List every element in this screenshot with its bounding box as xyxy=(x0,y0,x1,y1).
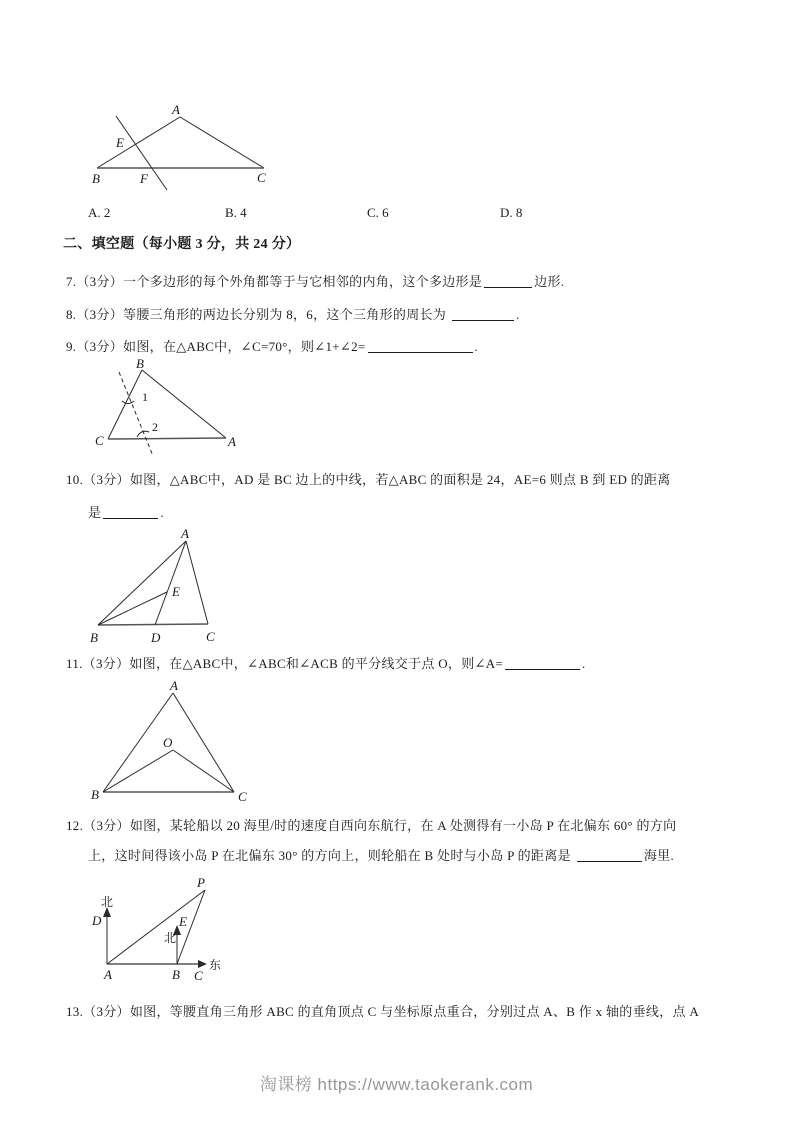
figure-q10-triangle xyxy=(85,526,230,646)
figure-q9-triangle xyxy=(75,355,255,463)
east-arrowhead xyxy=(198,960,207,968)
label-a: A xyxy=(170,678,178,693)
q8-blank xyxy=(452,307,514,321)
question-10-line1: 10.（3分）如图，△ABC中，AD 是 BC 边上的中线，若△ABC 的面积是 24，AE=6 则点 B 到 ED 的距离 xyxy=(66,472,671,487)
q8-text: 8.（3分）等腰三角形的两边长分别为 8，6，这个三角形的周长为 xyxy=(66,307,447,322)
question-9 xyxy=(66,338,478,355)
label-e: E xyxy=(179,914,187,929)
label-o: O xyxy=(163,735,173,750)
question-13-line1: 13.（3分）如图，等腰直角三角形 ABC 的直角顶点 C 与坐标原点重合，分别过点 A、B 作 x 轴的垂线，点 A xyxy=(66,1004,700,1019)
label-d: D xyxy=(151,630,161,645)
label-b: B xyxy=(136,356,144,371)
question-12-line1: 12.（3分）如图，某轮船以 20 海里/时的速度自西向东航行，在 A 处测得有一小岛 P 在北偏东 60° 的方向 xyxy=(66,818,677,833)
q11-suffix: . xyxy=(582,656,586,671)
figure-q6-triangle xyxy=(80,92,315,207)
q9-blank xyxy=(368,339,473,353)
label-c: C xyxy=(95,433,104,448)
question-10-line2 xyxy=(88,504,164,521)
label-b: B xyxy=(92,171,100,186)
q7-suffix: 边形. xyxy=(534,274,565,289)
q6-option-b: B. 4 xyxy=(225,205,247,220)
label-e: E xyxy=(116,135,124,150)
question-8 xyxy=(66,306,520,323)
label-angle1: 1 xyxy=(142,390,148,404)
label-b: B xyxy=(91,787,99,802)
label-east: 东 xyxy=(209,958,222,972)
label-f: F xyxy=(140,171,148,186)
label-d: D xyxy=(92,913,102,928)
q7-blank xyxy=(484,274,532,288)
label-a: A xyxy=(104,967,112,982)
q7-text: 7.（3分）一个多边形的每个外角都等于与它相邻的内角，这个多边形是 xyxy=(66,274,483,289)
label-a: A xyxy=(228,434,236,449)
q10-blank xyxy=(103,505,158,519)
label-angle2: 2 xyxy=(152,420,158,434)
q11-text: 11.（3分）如图，在△ABC中，∠ABC和∠ACB 的平分线交于点 O，则∠A= xyxy=(66,656,504,671)
label-north-b: 北 xyxy=(164,931,177,945)
label-a: A xyxy=(172,102,180,117)
question-12-line2 xyxy=(88,847,674,864)
q10-suffix: . xyxy=(160,505,164,520)
q10-text: 是 xyxy=(88,505,102,520)
q9-suffix: . xyxy=(474,339,479,354)
question-7 xyxy=(66,273,564,290)
section2-heading: 二、填空题（每小题 3 分，共 24 分） xyxy=(63,237,301,252)
label-c: C xyxy=(238,789,247,804)
label-a: A xyxy=(181,526,189,541)
q11-blank xyxy=(505,656,580,670)
label-b: B xyxy=(90,630,98,645)
label-c: C xyxy=(206,629,215,644)
q6-option-c: C. 6 xyxy=(367,205,389,220)
figure-q11-triangle xyxy=(90,680,255,805)
label-e: E xyxy=(172,584,180,599)
q6-option-d: D. 8 xyxy=(500,205,523,220)
label-b: B xyxy=(172,967,180,982)
q9-text: 9.（3分）如图，在△ABC中，∠C=70°，则∠1+∠2= xyxy=(66,339,366,354)
q8-suffix: . xyxy=(516,307,520,322)
q12-blank xyxy=(577,848,642,862)
q12-text: 上，这时间得该小岛 P 在北偏东 30° 的方向上，则轮船在 B 处时与小岛 P 的距离是 xyxy=(88,848,571,863)
q12-suffix: 海里. xyxy=(643,848,675,863)
label-c: C xyxy=(194,968,203,983)
question-11 xyxy=(66,655,586,672)
site-watermark: 淘课榜 https://www.taokerank.com xyxy=(259,1075,534,1094)
label-p: P xyxy=(197,875,205,890)
label-c: C xyxy=(257,170,266,185)
q6-option-a: A. 2 xyxy=(88,205,111,220)
figure-q12-navigation xyxy=(88,874,238,986)
label-north-a: 北 xyxy=(101,895,114,909)
